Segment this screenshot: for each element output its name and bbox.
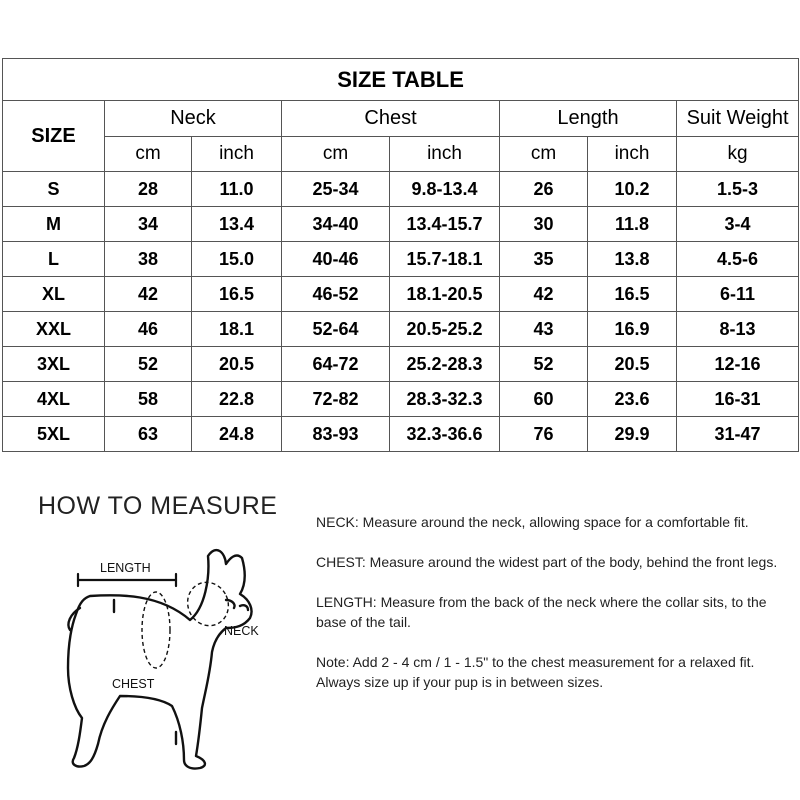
table-cell: 29.9 [588,417,677,452]
table-cell: 12-16 [677,347,799,382]
chest-instruction: CHEST: Measure around the widest part of the body, behind the front legs. [316,554,778,570]
table-cell: 13.4-15.7 [390,207,500,242]
table-cell: 35 [500,242,588,277]
table-cell: 13.4 [192,207,282,242]
chest-header: Chest [282,101,500,137]
table-cell: 31-47 [677,417,799,452]
table-cell: 52 [500,347,588,382]
weight-kg-unit: kg [677,137,799,172]
table-cell: 1.5-3 [677,172,799,207]
table-cell: 76 [500,417,588,452]
size-label: XXL [3,312,105,347]
table-cell: 28.3-32.3 [390,382,500,417]
chest-cm-unit: cm [282,137,390,172]
table-cell: 11.8 [588,207,677,242]
table-row [3,207,799,242]
size-label: 3XL [3,347,105,382]
table-row [3,417,799,452]
table-cell: 20.5 [192,347,282,382]
size-label: L [3,242,105,277]
table-row [3,382,799,417]
neck-label: NECK [224,624,259,638]
table-cell: 32.3-36.6 [390,417,500,452]
table-cell: 16.9 [588,312,677,347]
length-inch-unit: inch [588,137,677,172]
size-table [2,58,799,452]
length-instruction: LENGTH: Measure from the back of the neck where the collar sits, to the base of the tail. [316,594,767,630]
chest-label: CHEST [112,677,155,691]
measure-instructions [316,512,790,692]
table-cell: 23.6 [588,382,677,417]
table-cell: 11.0 [192,172,282,207]
length-cm-unit: cm [500,137,588,172]
length-header: Length [500,101,677,137]
table-cell: 34 [105,207,192,242]
table-cell: 60 [500,382,588,417]
table-cell: 42 [105,277,192,312]
size-label: M [3,207,105,242]
table-cell: 83-93 [282,417,390,452]
table-cell: 16.5 [588,277,677,312]
table-cell: 72-82 [282,382,390,417]
neck-header: Neck [105,101,282,137]
how-to-measure-title: HOW TO MEASURE [38,492,278,520]
size-label: XL [3,277,105,312]
table-cell: 16.5 [192,277,282,312]
table-cell: 46-52 [282,277,390,312]
table-row [3,242,799,277]
dog-measure-illustration [40,538,280,783]
table-cell: 15.0 [192,242,282,277]
table-cell: 10.2 [588,172,677,207]
table-row [3,312,799,347]
table-cell: 64-72 [282,347,390,382]
table-row [3,172,799,207]
table-cell: 8-13 [677,312,799,347]
table-cell: 25.2-28.3 [390,347,500,382]
table-cell: 13.8 [588,242,677,277]
dog-outline [68,550,252,768]
sizing-note: Note: Add 2 - 4 cm / 1 - 1.5" to the chest measurement for a relaxed fit. Always size up if your pup is in between sizes. [316,654,755,690]
table-cell: 24.8 [192,417,282,452]
size-label: S [3,172,105,207]
size-label: 4XL [3,382,105,417]
table-cell: 18.1 [192,312,282,347]
length-label: LENGTH [100,561,151,575]
neck-instruction: NECK: Measure around the neck, allowing space for a comfortable fit. [316,514,749,530]
table-title: SIZE TABLE [3,59,799,101]
neck-inch-unit: inch [192,137,282,172]
table-cell: 34-40 [282,207,390,242]
table-cell: 52-64 [282,312,390,347]
table-cell: 22.8 [192,382,282,417]
table-cell: 25-34 [282,172,390,207]
table-cell: 15.7-18.1 [390,242,500,277]
table-cell: 16-31 [677,382,799,417]
table-cell: 46 [105,312,192,347]
table-cell: 42 [500,277,588,312]
table-cell: 40-46 [282,242,390,277]
table-cell: 43 [500,312,588,347]
table-cell: 28 [105,172,192,207]
neck-cm-unit: cm [105,137,192,172]
table-cell: 63 [105,417,192,452]
table-cell: 58 [105,382,192,417]
table-cell: 4.5-6 [677,242,799,277]
table-cell: 20.5 [588,347,677,382]
table-row [3,277,799,312]
table-cell: 38 [105,242,192,277]
table-cell: 6-11 [677,277,799,312]
size-label: 5XL [3,417,105,452]
table-cell: 30 [500,207,588,242]
table-cell: 26 [500,172,588,207]
table-row [3,347,799,382]
table-cell: 9.8-13.4 [390,172,500,207]
suit-weight-header: Suit Weight [677,101,799,137]
table-cell: 52 [105,347,192,382]
chest-inch-unit: inch [390,137,500,172]
table-cell: 3-4 [677,207,799,242]
chest-measure-ellipse [142,592,170,668]
size-column-header: SIZE [3,101,105,172]
table-cell: 20.5-25.2 [390,312,500,347]
table-cell: 18.1-20.5 [390,277,500,312]
